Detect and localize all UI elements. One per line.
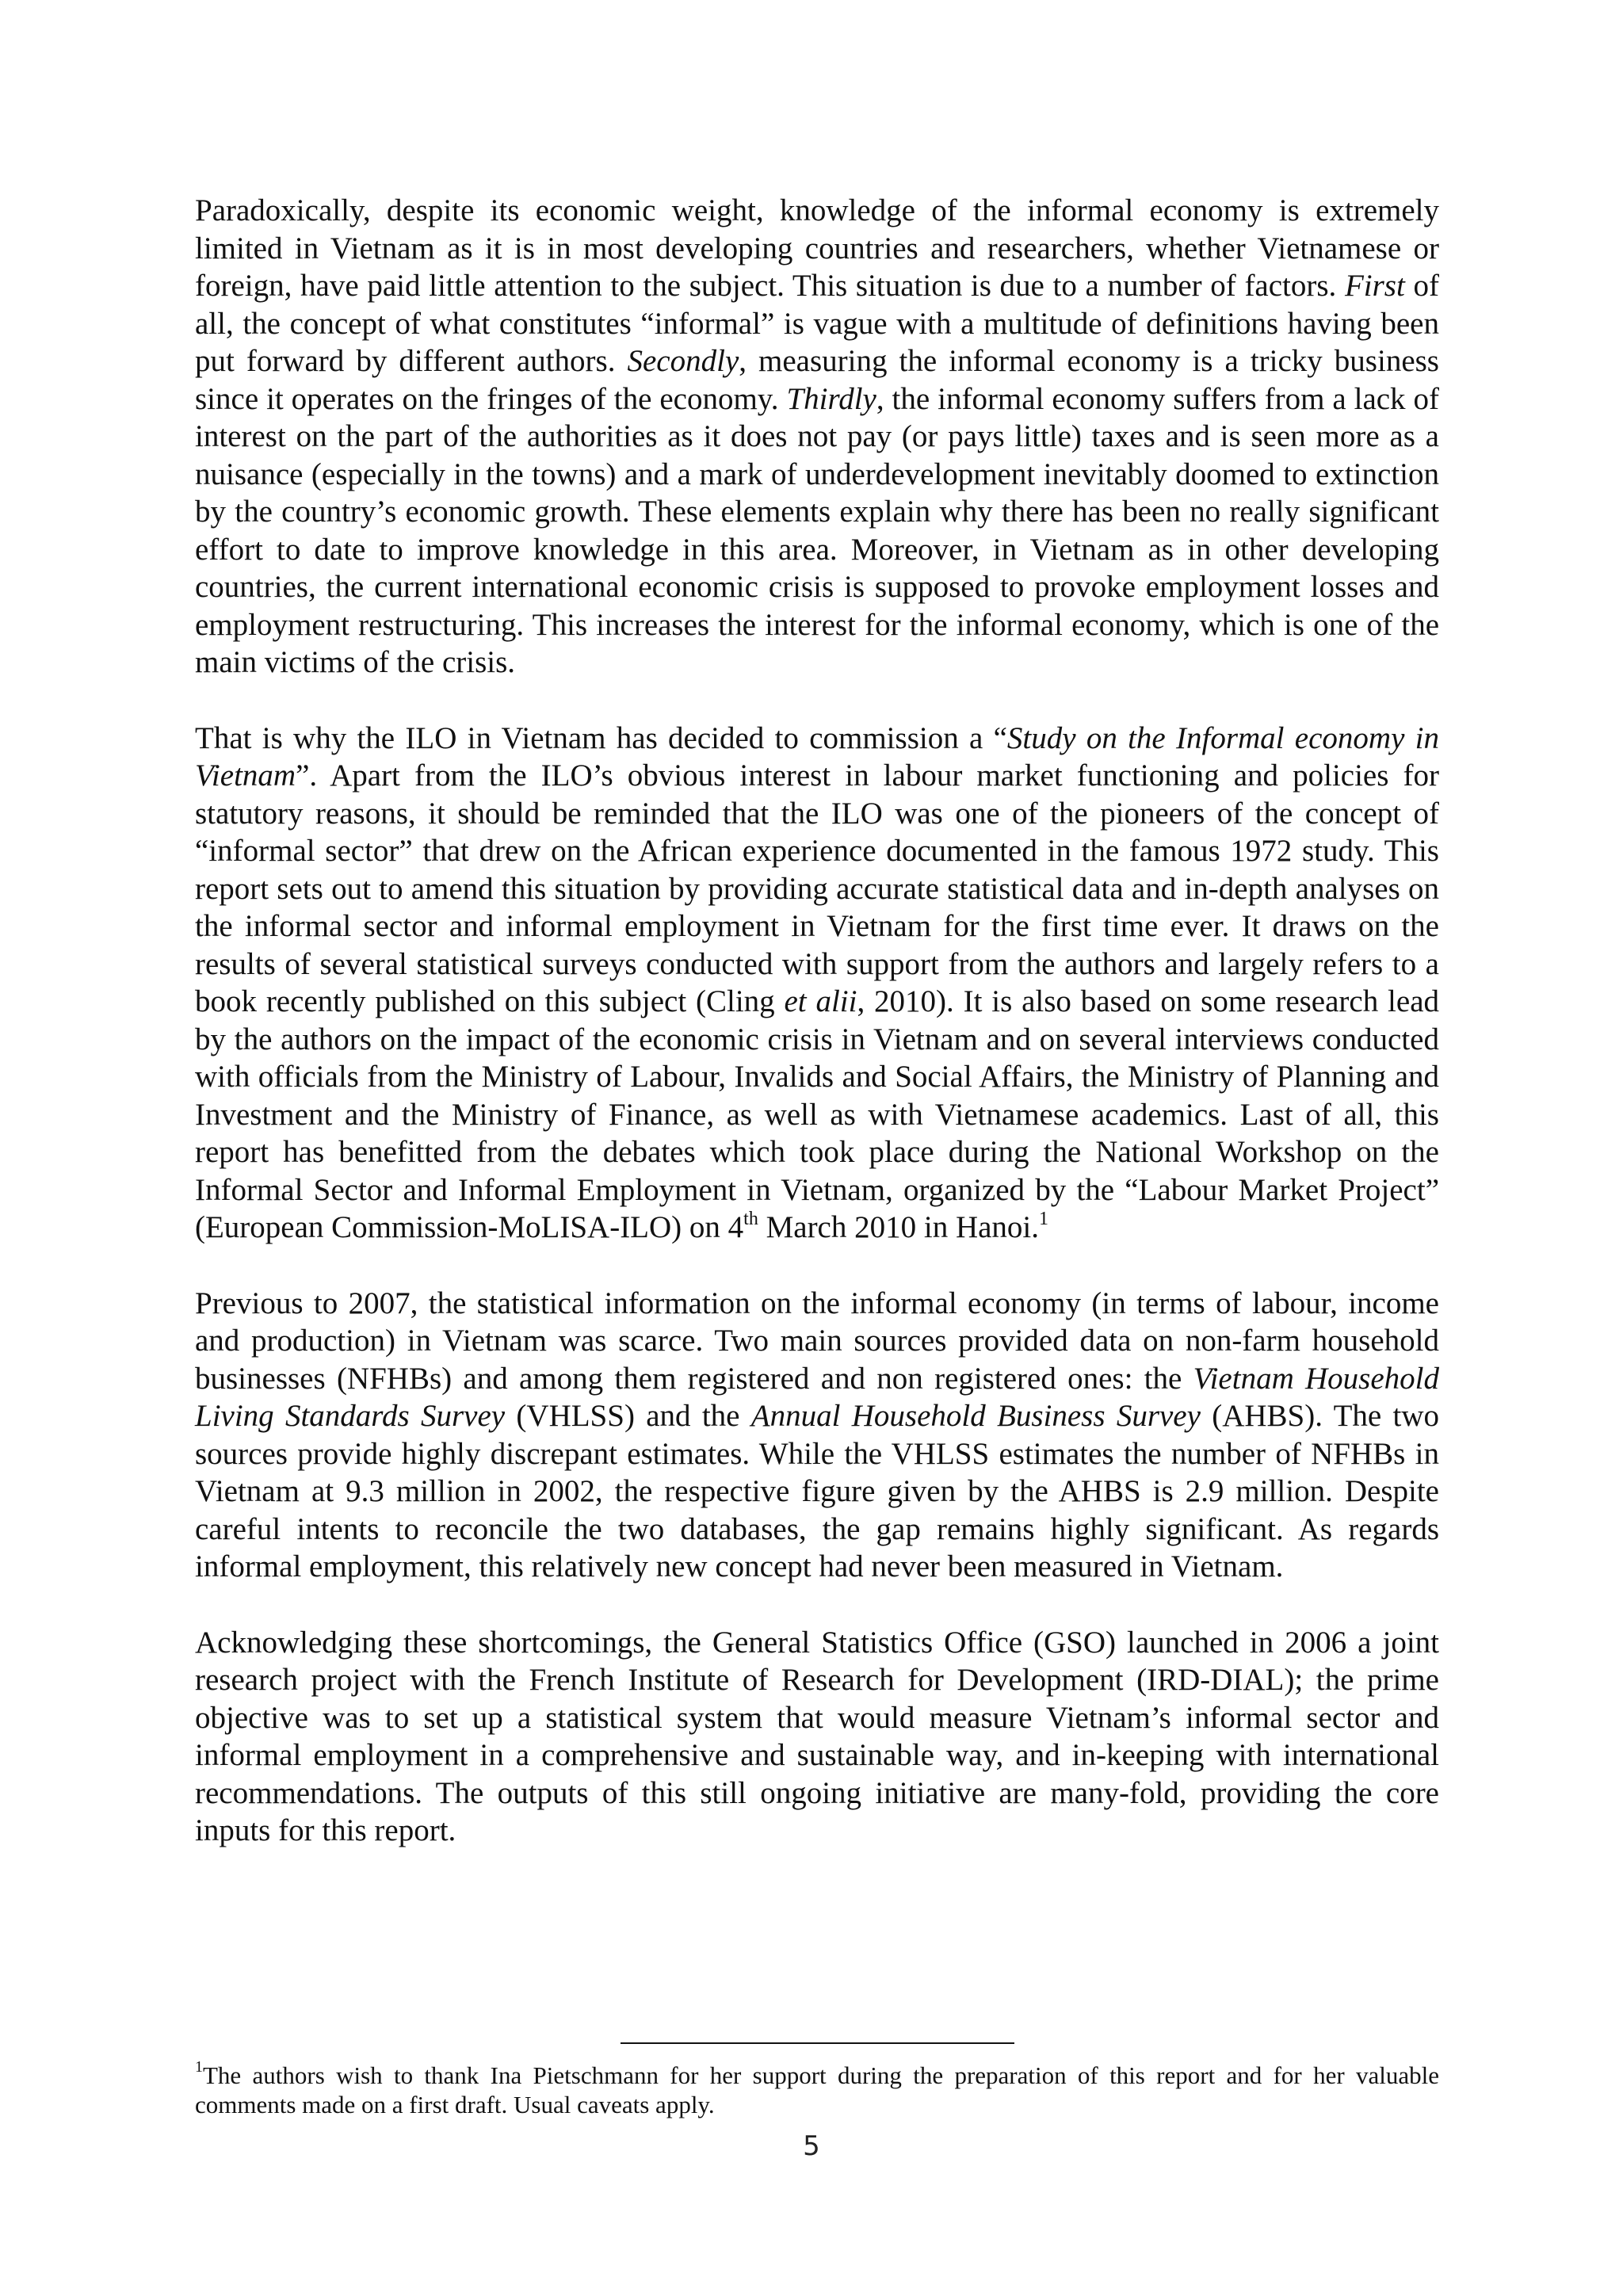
paragraph-3-text-c: (AHBS). The two sources provide highly discrepant estimates. While the VHLSS estimates the number of NFHBs in Vietnam at 9.3 million in 2002, the respective figure given by the AHBS is 2.9 million. Despite careful intents to reconcile the two databases, the gap remains highly significant. As regards informal employment, this relatively new concept had never been measured in Vietnam. — [195, 1399, 1439, 1584]
paragraph-1-text-a: Paradoxically, despite its economic weight, knowledge of the informal economy is extremely limited in Vietnam as it is in most developing countries and researchers, whether Vietnamese or foreign, have paid little attention to the subject. This situation is due to a number of factors. — [195, 193, 1439, 303]
paragraph-4-text: Acknowledging these shortcomings, the General Statistics Office (GSO) launched in 2006 a joint research project with the French Institute of Research for Development (IRD-DIAL); the prime objective was to set up a statistical system that would measure Vietnam’s informal sector and informal employment in a comprehensive and sustainable way, and in-keeping with international recommendations. The outputs of this still ongoing initiative are many-fold, providing the core inputs for this report. — [195, 1625, 1439, 1847]
ordinal-suffix: th — [743, 1209, 758, 1229]
paragraph-2-text-d: March 2010 in Hanoi. — [758, 1210, 1040, 1244]
body-text — [195, 192, 1439, 1888]
footnote-reference[interactable]: 1 — [1039, 1209, 1049, 1229]
paragraph-2-text-b: ”. Apart from the ILO’s obvious interest in labour market functioning and policies for statutory reasons, it should be reminded that the ILO was one of the pioneers of the concept of “informal sector” that drew on the African experience documented in the famous 1972 study. This report sets out to amend this situation by providing accurate statistical data and in-depth analyses on the informal sector and informal employment in Vietnam for the first time ever. It draws on the results of several statistical surveys conducted with support from the authors and largely refers to a book recently published on this subject (Cling — [195, 758, 1439, 1018]
emphasis-secondly: Secondly — [627, 344, 739, 378]
emphasis-et-alii: et alii — [784, 984, 857, 1018]
study-title: Study on the Informal economy in Vietnam — [195, 720, 1439, 793]
paragraph-1 — [195, 192, 1439, 682]
footnote-separator — [621, 2042, 1014, 2044]
paragraph-3 — [195, 1285, 1439, 1586]
footnote-number: 1 — [195, 2057, 203, 2076]
paragraph-3-text-a: Previous to 2007, the statistical information on the informal economy (in terms of labour, income and production) in Vietnam was scarce. Two main sources provided data on non-farm household businesses (NFHBs) and among them registered and non registered ones: the — [195, 1286, 1439, 1396]
emphasis-thirdly: Thirdly — [786, 381, 876, 416]
footnote — [195, 2057, 1439, 2119]
emphasis-first: First — [1344, 269, 1405, 303]
paragraph-1-text-d: , the informal economy suffers from a lack of interest on the part of the authorities as it does not pay (or pays little) taxes and is seen more as a nuisance (especially in the towns) and a mark of underdevelopment inevitably doomed to extinction by the country’s economic growth. These elements explain why there has been no really significant effort to date to improve knowledge in this area. Moreover, in Vietnam as in other developing countries, the current international economic crisis is supposed to provoke employment losses and employment restructuring. This increases the interest for the informal economy, which is one of the main victims of the crisis. — [195, 381, 1439, 679]
paragraph-2-text-c: , 2010). It is also based on some research lead by the authors on the impact of the economic crisis in Vietnam and on several interviews conducted with officials from the Ministry of Labour, Invalids and Social Affairs, the Ministry of Planning and Investment and the Ministry of Finance, as well as with Vietnamese academics. Last of all, this report has benefitted from the debates which took place during the National Workshop on the Informal Sector and Informal Employment in Vietnam, organized by the “Labour Market Project” (European Commission-MoLISA-ILO) on 4 — [195, 984, 1440, 1244]
paragraph-1-text-b: of all, the concept of what constitutes “informal” is vague with a multitude of definitions having been put forward by different authors. — [195, 269, 1439, 378]
paragraph-2-text-a: That is why the ILO in Vietnam has decided to commission a “ — [195, 720, 1007, 755]
survey-name-ahbs: Annual Household Business Survey — [750, 1399, 1201, 1433]
paragraph-1-text-c: , measuring the informal economy is a tricky business since it operates on the fringes of the economy. — [195, 344, 1439, 416]
footnote-text: The authors wish to thank Ina Pietschmann for her support during the preparation of this report and for her valuable comments made on a first draft. Usual caveats apply. — [195, 2061, 1439, 2118]
survey-name-vhlss: Vietnam Household Living Standards Survey — [195, 1361, 1439, 1433]
paragraph-2 — [195, 720, 1439, 1247]
paragraph-4 — [195, 1624, 1439, 1850]
page-number: 5 — [803, 2130, 820, 2162]
paragraph-3-text-b: (VHLSS) and the — [505, 1399, 751, 1433]
